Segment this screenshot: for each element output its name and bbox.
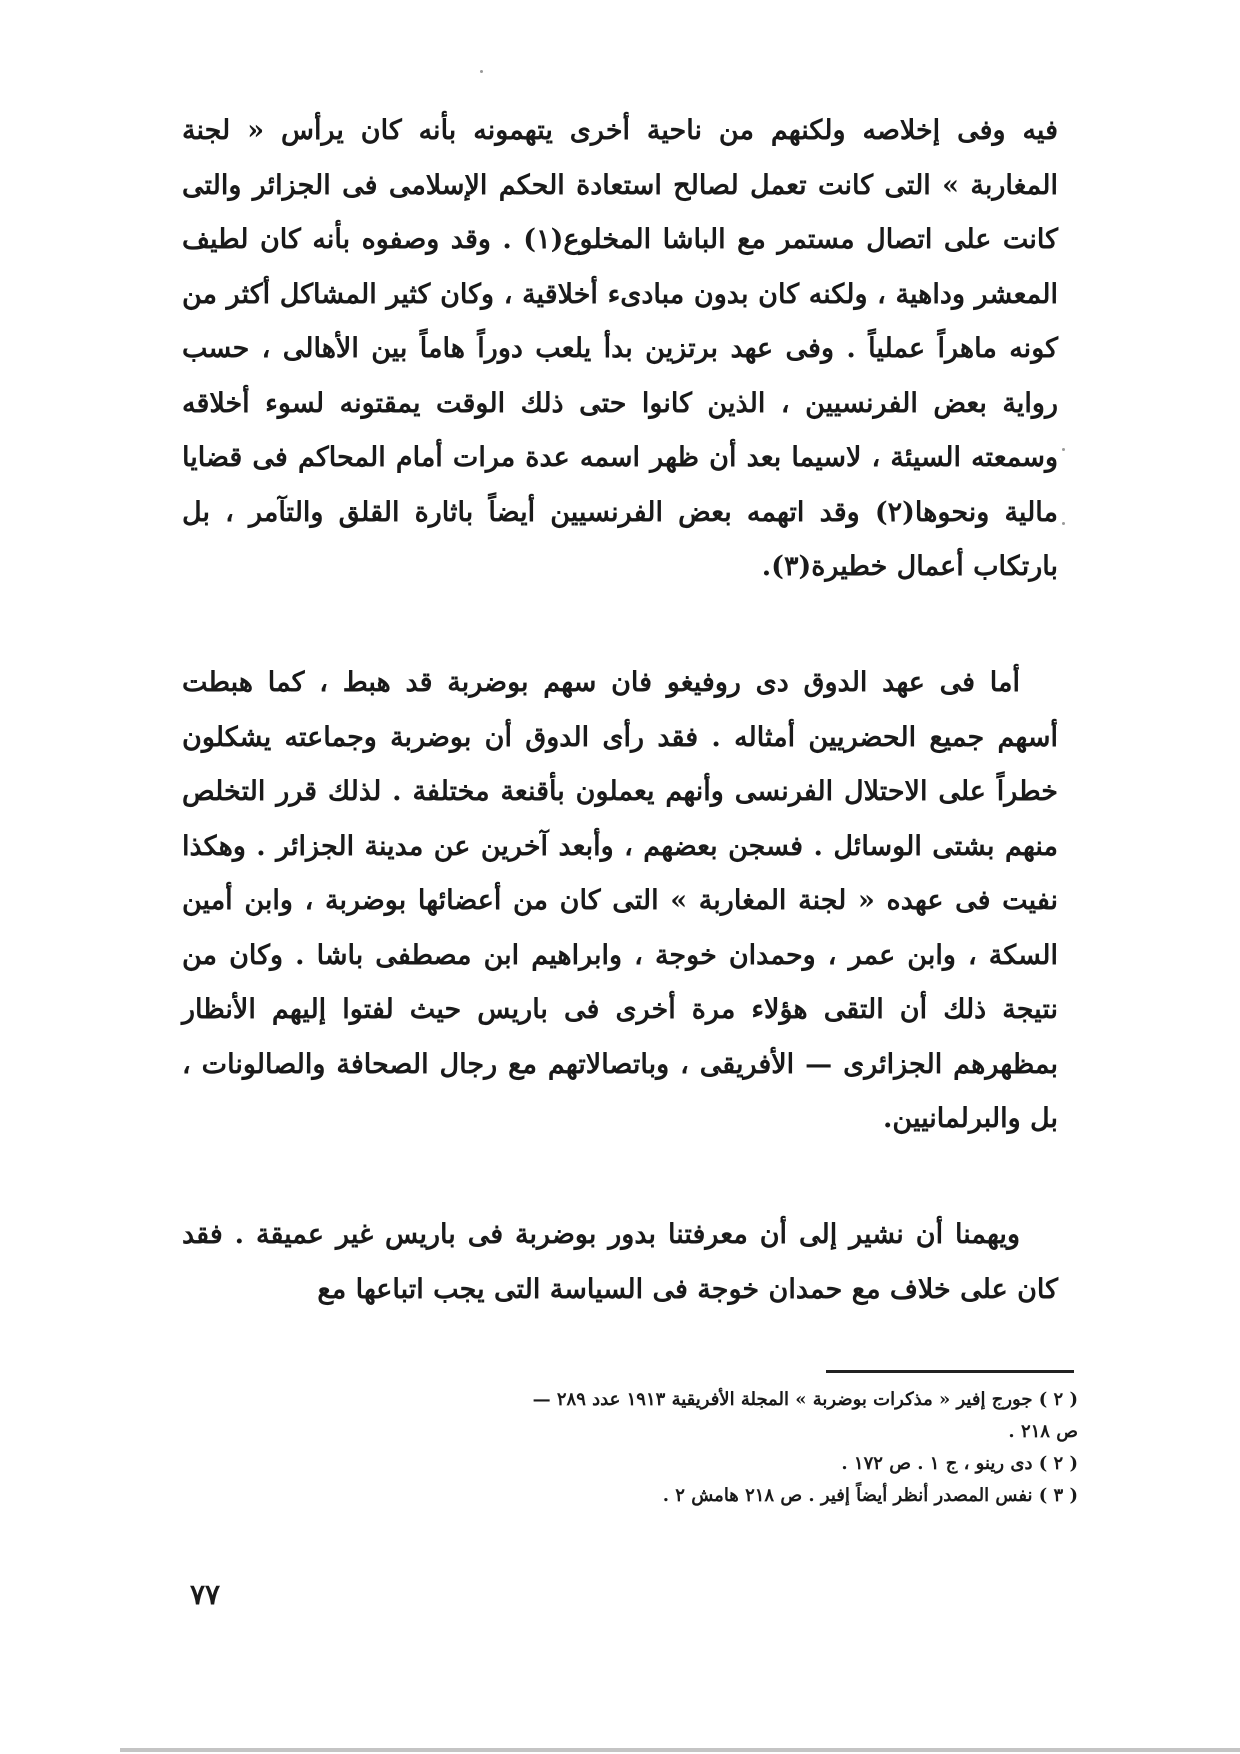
scan-speck bbox=[1062, 448, 1065, 451]
footnote-1-continuation: ص ٢١٨ . bbox=[1008, 1421, 1078, 1442]
scan-speck bbox=[480, 70, 483, 73]
footnote-2: ( ٢ ) دى رينو ، ج ١ . ص ١٧٢ . bbox=[841, 1453, 1078, 1474]
paragraph-text: فيه وفى إخلاصه ولكنهم من ناحية أخرى يتهمونه بأنه كان يرأس « لجنة المغاربة » التى كانت تعمل لصالح استعادة الحكم الإسلامى فى الجزائر والتى كانت على اتصال مستمر مع الباشا المخلوع(١) . وقد وصفوه بأنه كان لطيف المعشر وداهية ، ولكنه كان بدون مبادىء أخلاقية ، وكان كثير المشاكل أكثر من كونه ماهراً عملياً . وفى عهد برتزين بدأ يلعب دوراً هاماً بين الأهالى ، حسب رواية بعض الفرنسيين ، الذين كانوا حتى ذلك الوقت يمقتونه لسوء أخلاقه وسمعته السيئة ، لاسيما بعد أن ظهر اسمه عدة مرات أمام المحاكم فى قضايا مالية ونحوها(٢) وقد اتهمه بعض الفرنسيين أيضاً باثارة القلق والتآمر ، بل بارتكاب أعمال خطيرة(٣). bbox=[182, 115, 1058, 582]
paragraph-2 bbox=[182, 656, 1058, 1147]
footnote-separator bbox=[826, 1370, 1074, 1373]
paragraph-text: أما فى عهد الدوق دى روفيغو فان سهم بوضربة قد هبط ، كما هبطت أسهم جميع الحضريين أمثاله . فقد رأى الدوق أن بوضربة وجماعته يشكلون خطراً على الاحتلال الفرنسى وأنهم يعملون بأقنعة مختلفة . لذلك قرر التخلص منهم بشتى الوسائل . فسجن بعضهم ، وأبعد آخرين عن مدينة الجزائر . وهكذا نفيت فى عهده « لجنة المغاربة » التى كان من أعضائها بوضربة ، وابن أمين السكة ، وابن عمر ، وحمدان خوجة ، وابراهيم ابن مصطفى باشا . وكان من نتيجة ذلك أن التقى هؤلاء مرة أخرى فى باريس حيث لفتوا إليهم الأنظار بمظهرهم الجزائرى — الأفريقى ، وباتصالاتهم مع رجال الصحافة والصالونات ، بل والبرلمانيين. bbox=[182, 667, 1058, 1134]
scan-speck bbox=[1062, 522, 1065, 525]
scan-bottom-edge bbox=[120, 1748, 1240, 1752]
footnote-3: ( ٣ ) نفس المصدر أنظر أيضاً إفير . ص ٢١٨ هامش ٢ . bbox=[662, 1485, 1078, 1506]
footnote-1: ( ٢ ) جورج إفير « مذكرات بوضربة » المجلة الأفريقية ١٩١٣ عدد ٢٨٩ — bbox=[532, 1389, 1078, 1410]
paragraph-3 bbox=[182, 1208, 1058, 1317]
paragraph-1 bbox=[182, 104, 1058, 595]
footnotes bbox=[185, 1384, 1078, 1512]
page-number: ٧٧ bbox=[190, 1578, 221, 1611]
paragraph-text: ويهمنا أن نشير إلى أن معرفتنا بدور بوضربة فى باريس غير عميقة . فقد كان على خلاف مع حمدان خوجة فى السياسة التى يجب اتباعها مع bbox=[182, 1219, 1058, 1305]
